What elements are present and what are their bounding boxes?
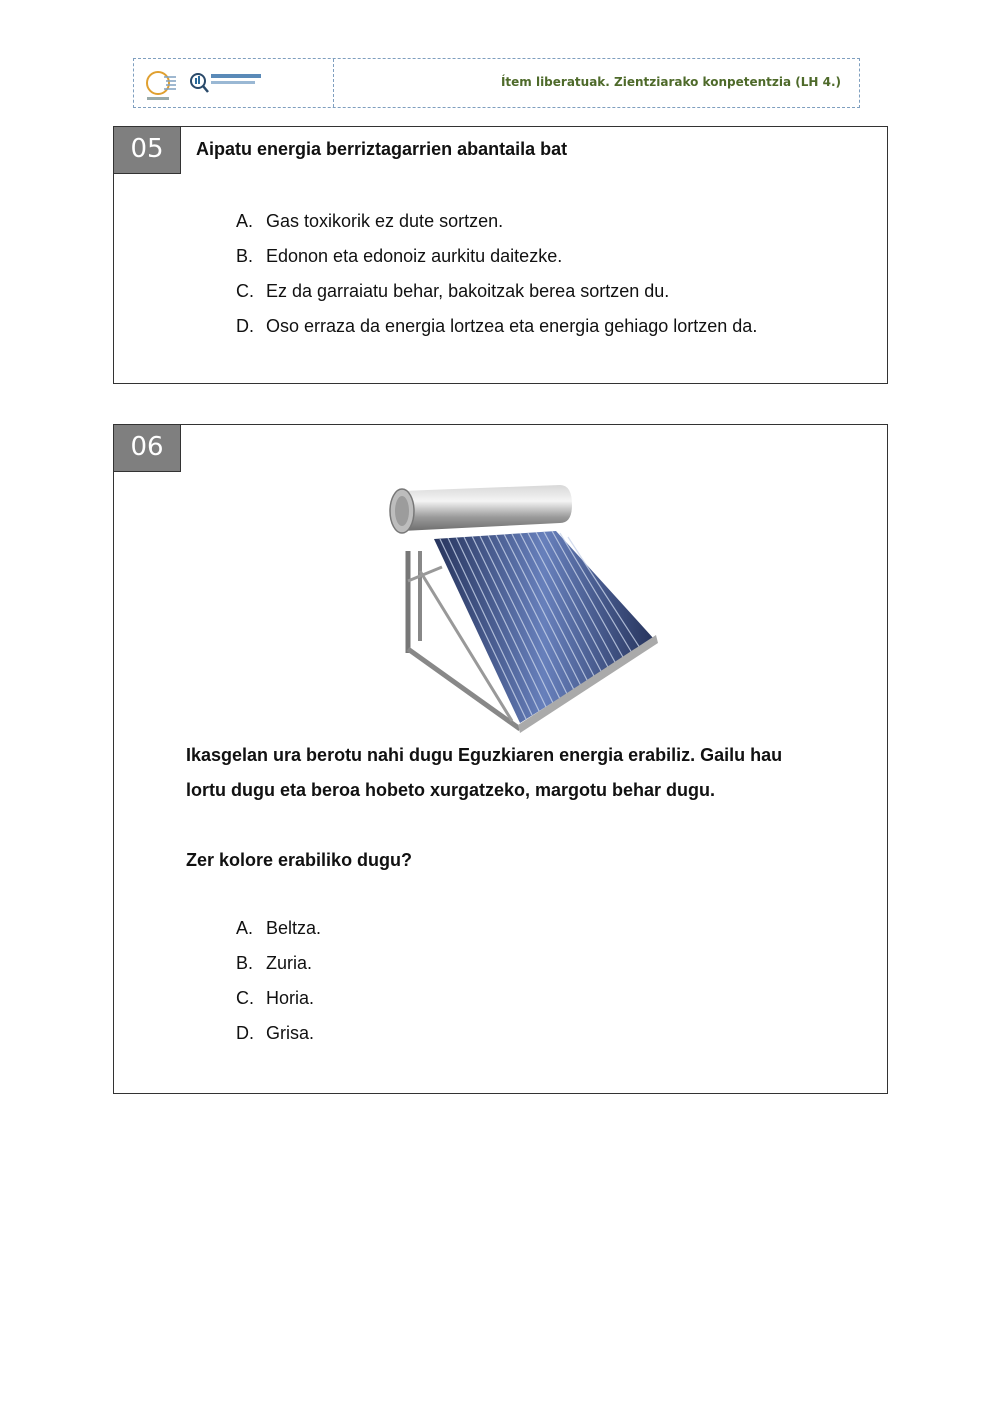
option-letter: A. xyxy=(236,918,254,938)
option-d[interactable] xyxy=(236,309,757,344)
question-number: 05 xyxy=(114,127,181,174)
question-05-box xyxy=(113,126,888,384)
question-title: Aipatu energia berriztagarrien abantaila bat xyxy=(196,139,568,159)
paragraph-line-2: lortu dugu eta beroa hobeto xurgatzeko, margotu behar dugu. xyxy=(186,780,716,800)
option-letter: B. xyxy=(236,246,254,266)
option-text: Ez da garraiatu behar, bakoitzak berea sortzen du. xyxy=(266,281,670,301)
option-letter: D. xyxy=(236,316,254,336)
solar-water-heater-image xyxy=(382,481,666,739)
header-title: Ítem liberatuak. Zientziarako konpetentzia (LH 4.) xyxy=(500,75,841,89)
option-letter: C. xyxy=(236,988,254,1008)
option-text: Gas toxikorik ez dute sortzen. xyxy=(266,211,504,231)
paragraph-line-1: Ikasgelan ura berotu nahi dugu Eguzkiaren energia erabiliz. Gailu hau xyxy=(186,745,783,765)
institute-logo-icon xyxy=(142,67,178,103)
option-text: Beltza. xyxy=(266,918,322,938)
page-header xyxy=(133,58,860,108)
option-b[interactable] xyxy=(236,946,321,981)
option-d[interactable] xyxy=(236,1016,321,1051)
option-c[interactable] xyxy=(236,274,757,309)
option-b[interactable] xyxy=(236,239,757,274)
option-text: Edonon eta edonoiz aurkitu daitezke. xyxy=(266,246,563,266)
option-letter: D. xyxy=(236,1023,254,1043)
question-06-box xyxy=(113,424,888,1094)
option-c[interactable] xyxy=(236,981,321,1016)
question-number: 06 xyxy=(114,425,181,472)
option-letter: B. xyxy=(236,953,254,973)
evaluation-logo-icon xyxy=(189,69,269,97)
question-prompt: Zer kolore erabiliko dugu? xyxy=(186,850,413,870)
option-letter: A. xyxy=(236,211,254,231)
question-paragraph xyxy=(186,738,876,808)
option-text: Oso erraza da energia lortzea eta energia gehiago lortzen da. xyxy=(266,316,758,336)
header-divider xyxy=(333,59,334,107)
option-text: Horia. xyxy=(266,988,315,1008)
answer-options xyxy=(236,911,321,1051)
option-letter: C. xyxy=(236,281,254,301)
option-a[interactable] xyxy=(236,911,321,946)
answer-options xyxy=(236,204,757,344)
option-text: Zuria. xyxy=(266,953,313,973)
option-a[interactable] xyxy=(236,204,757,239)
option-text: Grisa. xyxy=(266,1023,315,1043)
